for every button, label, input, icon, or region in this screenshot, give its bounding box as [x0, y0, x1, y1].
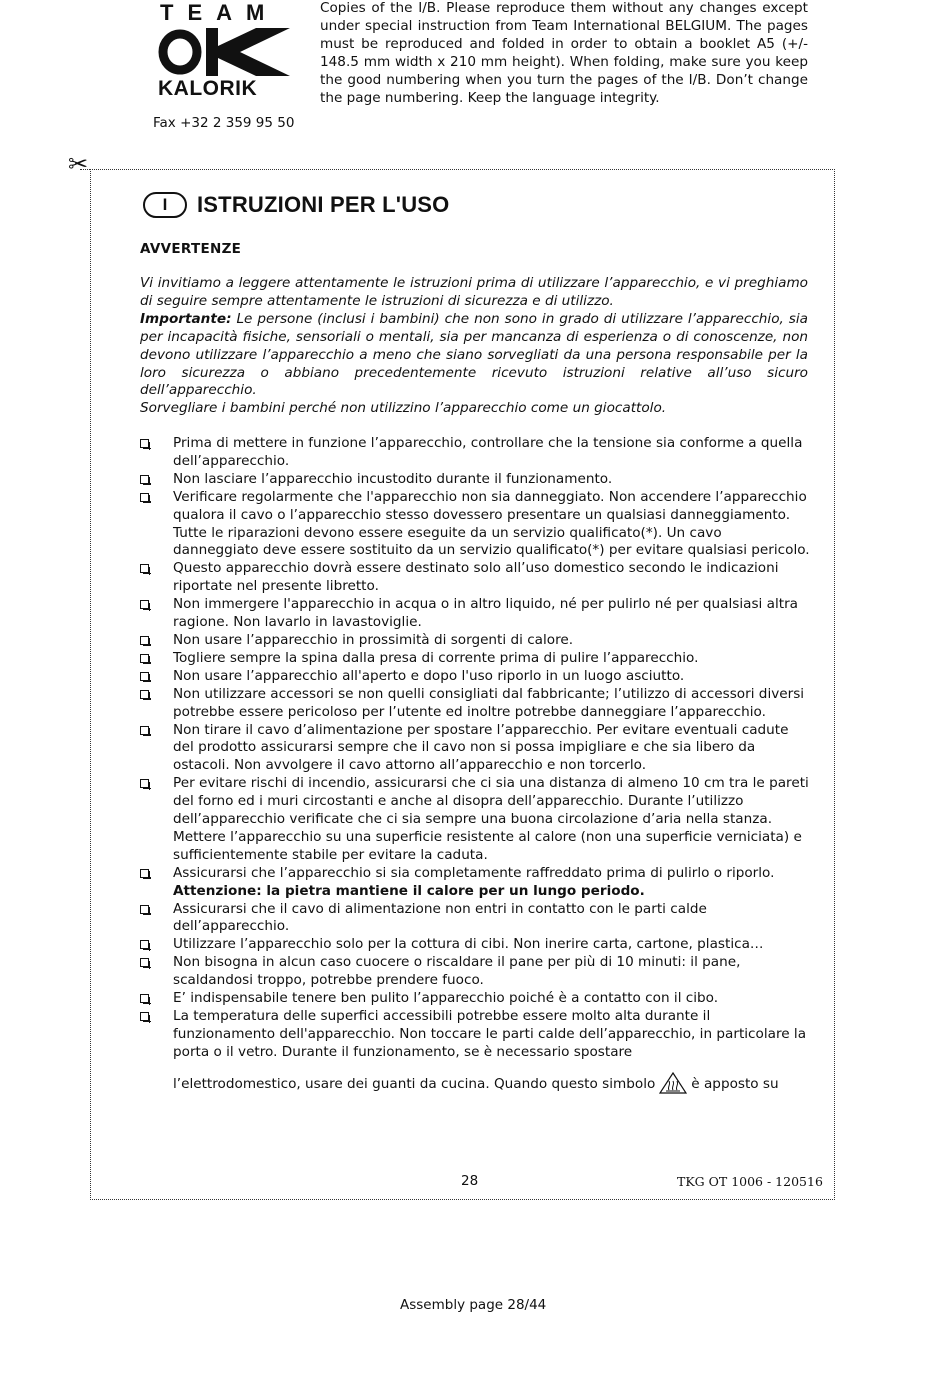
- logo-team-text: TEAM: [160, 0, 279, 25]
- list-item-text: Per evitare rischi di incendio, assicurarsi che ci sia una distanza di almeno 10 cm tra le pareti del forno ed i muri circostanti e anche al disopra dell’apparecchio. Durante l’utilizzo dell’apparecchio verificate che ci sia sempre una buona circolazione d’aria nella stanza. Mettere l’apparecchio su una superficie resistente al calore (non una superficie verniciata) e sufficientemente stabile per evitare la caduta.: [173, 775, 809, 863]
- supervision-paragraph: Sorvegliare i bambini perché non utilizzino l’apparecchio come un giocattolo.: [140, 400, 667, 417]
- list-item-text: Non immergere l'apparecchio in acqua o in altro liquido, né per pulirlo né per qualsiasi altra ragione. Non lavarlo in lavastoviglie.: [173, 596, 798, 631]
- list-item-text: Assicurarsi che il cavo di alimentazione non entri in contatto con le parti calde dell’apparecchio.: [173, 900, 707, 935]
- list-item: [140, 596, 810, 632]
- warnings-list: [140, 435, 810, 1094]
- list-item-text: Non utilizzare accessori se non quelli consigliati dal fabbricante; l’utilizzo di accessori diversi potrebbe essere pericoloso per l’utente ed inoltre potrebbe danneggiare l’apparecchio.: [173, 685, 805, 720]
- checkbox-bullet-icon: [140, 564, 149, 573]
- checkbox-bullet-icon: [140, 726, 149, 735]
- checkbox-bullet-icon: [140, 905, 149, 914]
- reproduction-instructions: Copies of the I/B. Please reproduce them without any changes except under special instruction from Team International BELGIUM. The pages must be reproduced and folded in order to obtain a booklet A5 (+/- 148.5 mm width x 210 mm height). When folding, make sure you keep the good numbering when you turn the pages of the I/B. Don’t change the page numbering. Keep the language integrity.: [320, 0, 808, 106]
- language-badge: I: [143, 192, 187, 218]
- list-item-text: E’ indispensabile tenere ben pulito l’apparecchio poiché è a contatto con il cibo.: [173, 990, 719, 1007]
- symbol-line-after: è apposto su: [691, 1075, 779, 1092]
- intro-paragraph: Vi invitiamo a leggere attentamente le istruzioni prima di utilizzare l’apparecchio, e vi preghiamo di seguire sempre attentamente le istruzioni di sicurezza e di utilizzo.: [140, 275, 808, 309]
- checkbox-bullet-icon: [140, 672, 149, 681]
- kalorik-logo: [158, 2, 296, 100]
- list-item: [140, 990, 810, 1008]
- stone-heat-warning: Attenzione: la pietra mantiene il calore per un lungo periodo.: [173, 882, 645, 899]
- list-item-text: Assicurarsi che l’apparecchio si sia completamente raffreddato prima di pulirlo o riporlo.: [173, 864, 775, 881]
- important-text: Le persone (inclusi i bambini) che non sono in grado di utilizzare l’apparecchio, sia per incapacità fisiche, sensoriali o mentali, sia per mancanza di esperienza o di conoscenze, non devono utilizzare l’apparecchio a meno che siano sorvegliati da una persona responsabile per la loro sicurezza o abbiano precedentemente ricevuto istruzioni relative all’uso sicuro dell’apparecchio.: [140, 310, 808, 399]
- cut-line: [80, 169, 90, 170]
- list-item-text: La temperatura delle superfici accessibili potrebbe essere molto alta durante il funzionamento dell'apparecchio. Non toccare le parti calde dell’apparecchio, in particolare la porta o il vetro. Durante il funzionamento, se è necessario spostare: [173, 1008, 807, 1060]
- list-item: [140, 632, 810, 650]
- list-item-text: Questo apparecchio dovrà essere destinato solo all’uso domestico secondo le indicazioni riportate nel presente libretto.: [173, 560, 779, 595]
- checkbox-bullet-icon: [140, 654, 149, 663]
- list-item: [140, 936, 810, 954]
- list-item-text: Non usare l’apparecchio all'aperto e dopo l'uso riporlo in un luogo asciutto.: [173, 667, 685, 684]
- logo-kalorik-text: KALORIK: [158, 77, 258, 100]
- checkbox-bullet-icon: [140, 940, 149, 949]
- checkbox-bullet-icon: [140, 690, 149, 699]
- checkbox-bullet-icon: [140, 994, 149, 1003]
- intro-text: [140, 275, 808, 418]
- checkbox-bullet-icon: [140, 636, 149, 645]
- list-item: [140, 668, 810, 686]
- list-item-text: Non bisogna in alcun caso cuocere o riscaldare il pane per più di 10 minuti: il pane, scaldandosi troppo, potrebbe prendere fuoco.: [173, 954, 741, 989]
- checkbox-bullet-icon: [140, 958, 149, 967]
- list-item-text: Utilizzare l’apparecchio solo per la cottura di cibi. Non inerire carta, cartone, plastica…: [173, 936, 764, 953]
- list-item: [140, 722, 810, 776]
- list-item: [140, 865, 810, 901]
- list-item-text: Non usare l’apparecchio in prossimità di sorgenti di calore.: [173, 631, 574, 648]
- list-item: [140, 435, 810, 471]
- list-item: [140, 686, 810, 722]
- checkbox-bullet-icon: [140, 869, 149, 878]
- list-item: [140, 650, 810, 668]
- checkbox-bullet-icon: [140, 439, 149, 448]
- list-item-text: Non tirare il cavo d’alimentazione per spostare l’apparecchio. Per evitare eventuali cadute del prodotto assicurarsi sempre che il cavo non si possa impigliare e che sia libero da ostacoli. Non avvolgere il cavo attorno all’apparecchio e non torcerlo.: [173, 721, 789, 774]
- list-item: [140, 775, 810, 865]
- page-title: ISTRUZIONI PER L'USO: [197, 192, 450, 217]
- fax-number: Fax +32 2 359 95 50: [153, 115, 295, 131]
- logo-mark-icon: [158, 26, 292, 78]
- symbol-line-before: l’elettrodomestico, usare dei guanti da cucina. Quando questo simbolo: [173, 1075, 656, 1092]
- page-number: 28: [461, 1173, 479, 1189]
- list-item: [140, 560, 810, 596]
- checkbox-bullet-icon: [140, 779, 149, 788]
- important-label: Importante:: [140, 310, 232, 327]
- list-item: [140, 1008, 810, 1094]
- symbol-line: [173, 1072, 810, 1094]
- list-item: [140, 489, 810, 561]
- list-item: [140, 954, 810, 990]
- document-code: TKG OT 1006 - 120516: [677, 1174, 823, 1189]
- list-item-text: Non lasciare l’apparecchio incustodito durante il funzionamento.: [173, 470, 613, 487]
- section-title: AVVERTENZE: [140, 241, 242, 257]
- scissors-icon: ✂: [68, 150, 89, 178]
- important-paragraph: [140, 311, 808, 401]
- list-item-text: Togliere sempre la spina dalla presa di corrente prima di pulire l’apparecchio.: [173, 649, 699, 666]
- page-heading: [143, 192, 449, 218]
- checkbox-bullet-icon: [140, 1012, 149, 1021]
- list-item: [140, 471, 810, 489]
- checkbox-bullet-icon: [140, 493, 149, 502]
- list-item-text: Prima di mettere in funzione l’apparecchio, controllare che la tensione sia conforme a quella dell’apparecchio.: [173, 435, 803, 469]
- list-item: [140, 901, 810, 937]
- checkbox-bullet-icon: [140, 475, 149, 484]
- checkbox-bullet-icon: [140, 600, 149, 609]
- hot-surface-warning-icon: [659, 1072, 687, 1094]
- list-item-text: Verificare regolarmente che l'apparecchio non sia danneggiato. Non accendere l’apparecchio qualora il cavo o l’apparecchio stesso dovessero presentare un qualsiasi danneggiamento. Tutte le riparazioni devono essere eseguite da un servizio qualificato(*). Un cavo danneggiato deve essere sostituito da un servizio qualificato(*) per evitare qualsiasi pericolo.: [173, 488, 810, 559]
- assembly-page: Assembly page 28/44: [400, 1297, 547, 1313]
